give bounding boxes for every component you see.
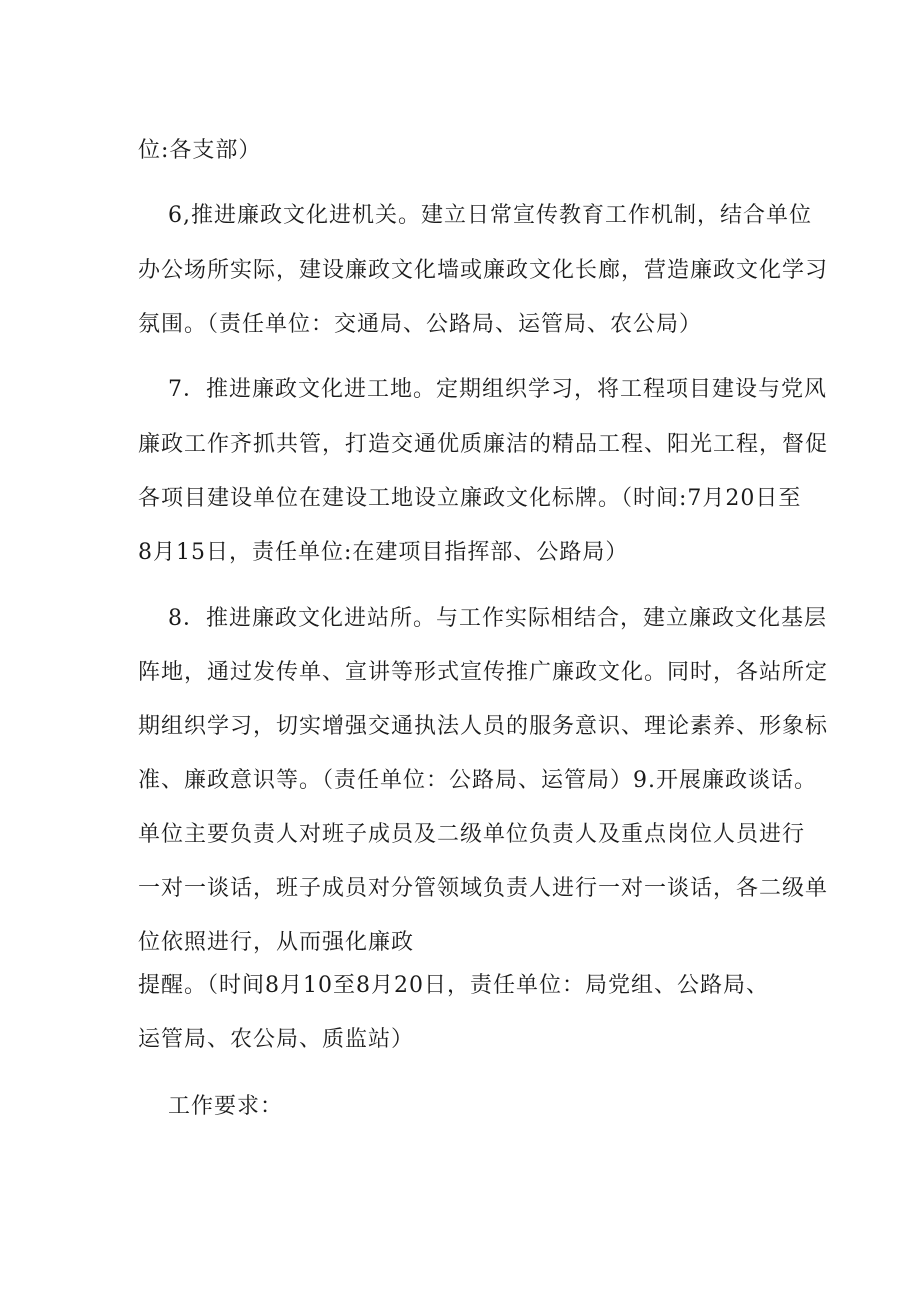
text-line: 办公场所实际，建设廉政文化墙或廉政文化长廊，营造廉政文化学习	[138, 258, 829, 283]
text-line: 7．推进廉政文化进工地。定期组织学习，将工程项目建设与党风	[168, 377, 827, 402]
text-line: 8月15日，责任单位:在建项目指挥部、公路局）	[138, 540, 629, 565]
text-line: 6,推进廉政文化进机关。建立日常宣传教育工作机制，结合单位	[168, 203, 812, 228]
text-line: 各项目建设单位在建设工地设立廉政文化标牌。（时间:7月20日至	[138, 486, 802, 511]
text-line: 运管局、农公局、质监站）	[138, 1027, 415, 1052]
text-line: 准、廉政意识等。（责任单位：公路局、运管局）9.开展廉政谈话。	[138, 768, 817, 793]
text-line: 氛围。（责任单位：交通局、公路局、运管局、农公局）	[138, 312, 703, 337]
text-line: 廉政工作齐抓共管，打造交通优质廉洁的精品工程、阳光工程，督促	[138, 432, 829, 457]
text-line: 一对一谈话，班子成员对分管领域负责人进行一对一谈话，各二级单	[138, 876, 829, 901]
text-line: 8．推进廉政文化进站所。与工作实际相结合，建立廉政文化基层	[168, 606, 827, 631]
text-line: 位依照进行，从而强化廉政	[138, 930, 415, 955]
text-line: 期组织学习，切实增强交通执法人员的服务意识、理论素养、形象标	[138, 714, 829, 739]
section-heading: 工作要求：	[168, 1094, 284, 1119]
text-line: 阵地，通过发传单、宣讲等形式宣传推广廉政文化。同时，各站所定	[138, 660, 829, 685]
text-line: 单位主要负责人对班子成员及二级单位负责人及重点岗位人员进行	[138, 822, 806, 847]
text-line: 提醒。（时间8月10至8月20日，责任单位：局党组、公路局、	[138, 973, 769, 998]
text-line: 位:各支部）	[138, 138, 262, 163]
